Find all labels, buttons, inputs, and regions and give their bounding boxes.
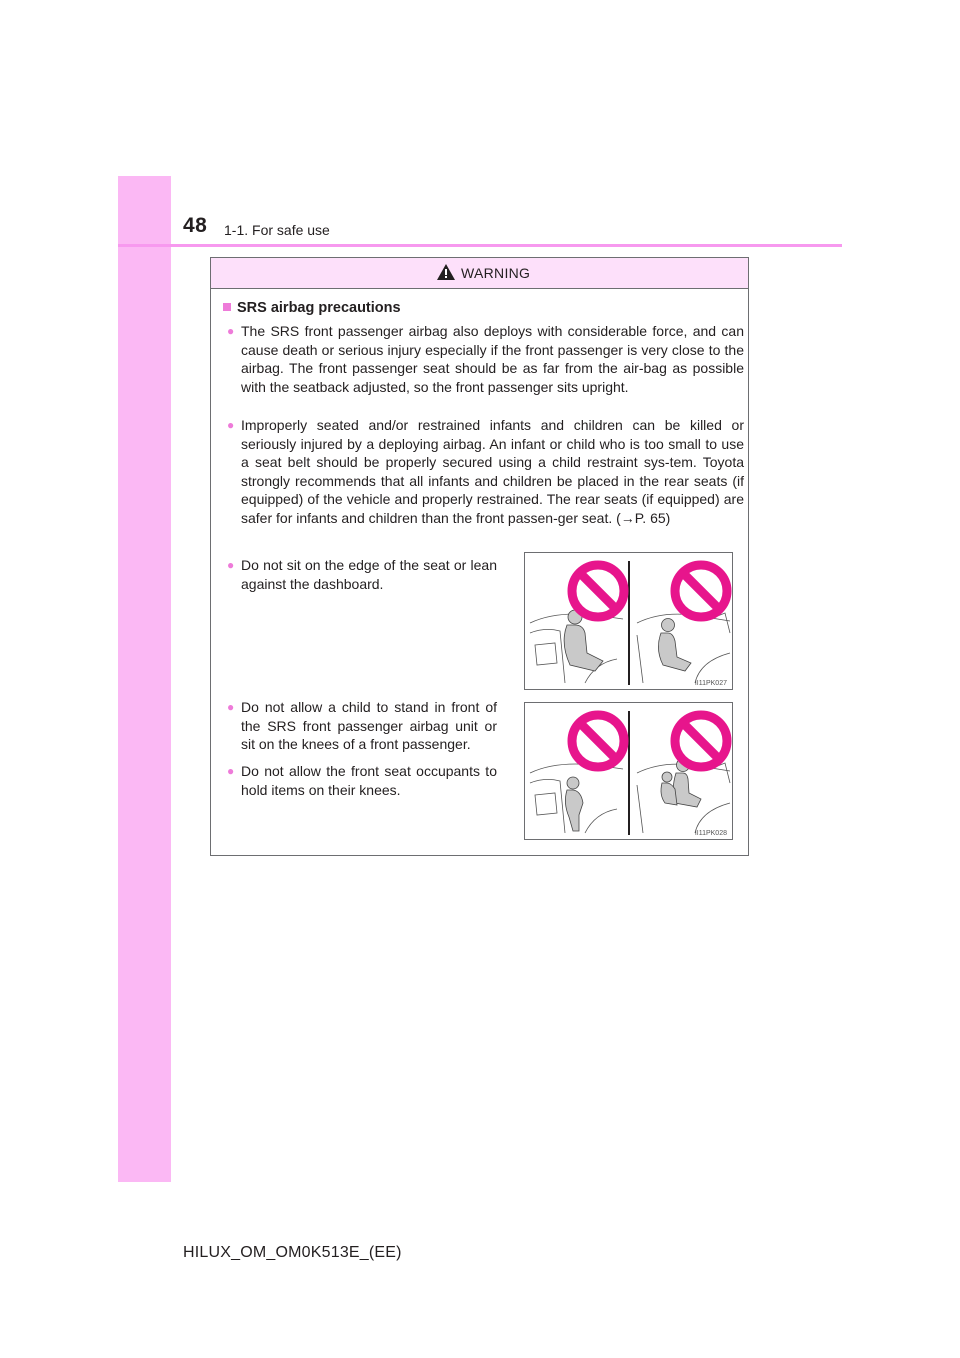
section-title: 1-1. For safe use [224, 222, 330, 238]
prohibition-icon [572, 715, 624, 767]
bullet-item: ● Do not allow a child to stand in front of the SRS front passenger airbag unit or sit on the knees of a front passenger. [227, 698, 497, 754]
warning-label: WARNING [461, 265, 531, 281]
prohibition-icon [675, 565, 727, 617]
illustration-seat-edge [524, 552, 733, 690]
illustration-code: II11PK027 [694, 680, 727, 687]
warning-icon [437, 264, 455, 280]
bullet-item: ● Improperly seated and/or restrained infants and children can be killed or seriously injured by a deploying airbag. An infant or child who is too small to use a seat belt should be properly secured using a child restraint sys-tem. Toyota strongly recommends that all infants and children be placed in the rear seats (if equipped) of the vehicle and properly restrained. The rear seats (if equipped) are safer for infants and children than the front passen-ger seat. (→P. 65) [227, 416, 744, 528]
warning-box [210, 257, 749, 856]
prohibition-icon [572, 565, 624, 617]
bullet-item: ● Do not sit on the edge of the seat or lean against the dashboard. [227, 556, 497, 593]
illustration-code: II11PK028 [694, 830, 727, 837]
square-bullet-icon [223, 303, 231, 311]
illustration-drawing [525, 553, 733, 690]
subheading [223, 300, 401, 316]
bullet-item: ● Do not allow the front seat occupants to hold items on their knees. [227, 762, 497, 799]
side-band [118, 176, 171, 1182]
header-rule [118, 244, 842, 247]
subheading-text: SRS airbag precautions [237, 300, 401, 316]
illustration-child-knees [524, 702, 733, 840]
bullet-item: ● The SRS front passenger airbag also deploys with considerable force, and can cause death or serious injury especially if the front passenger is very close to the airbag. The front passenger seat should be as far from the air-bag as possible with the seatback adjusted, so the front passenger sits upright. [227, 322, 744, 396]
page-number: 48 [183, 214, 208, 237]
footer-doc-id: HILUX_OM_OM0K513E_(EE) [183, 1244, 402, 1261]
warning-header [211, 258, 748, 289]
illustration-drawing [525, 703, 733, 840]
prohibition-icon [675, 715, 727, 767]
